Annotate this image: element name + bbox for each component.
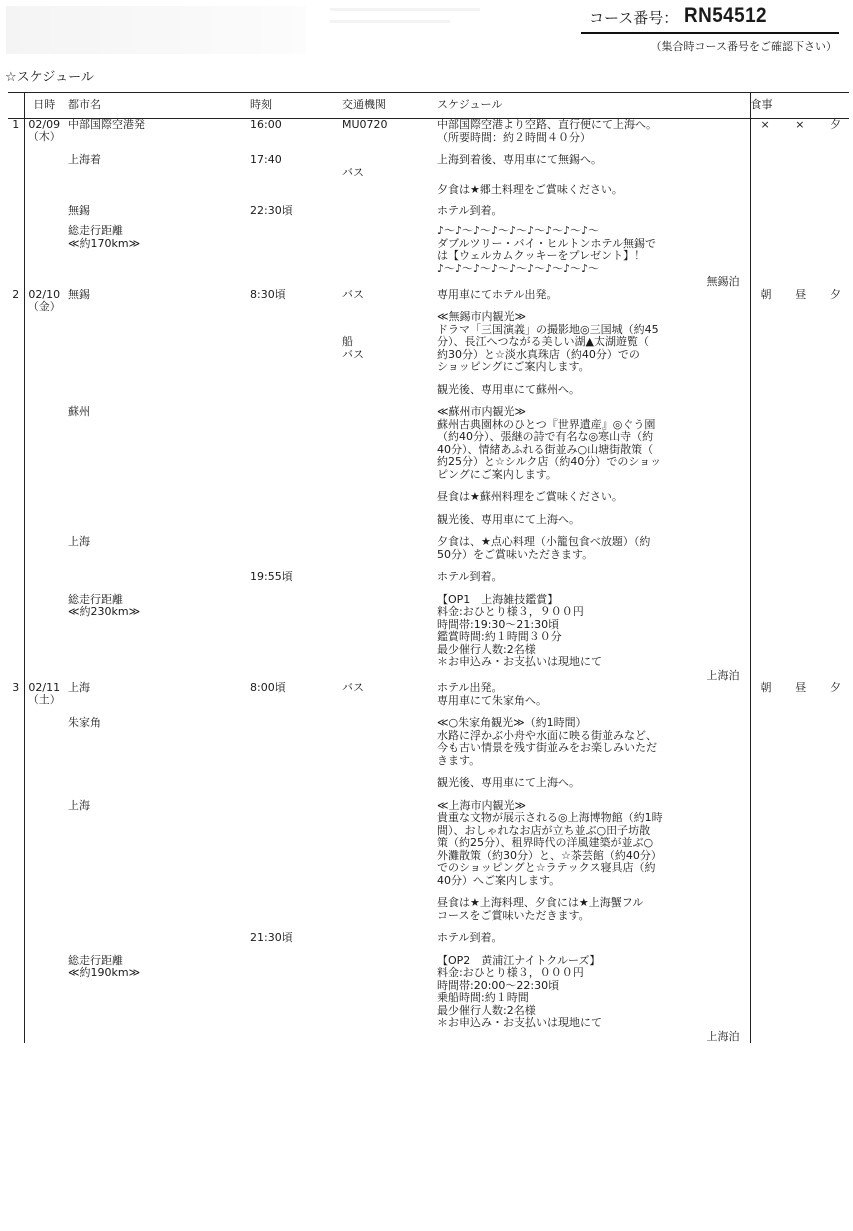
meal-marks [751,289,850,302]
city-entry: 上海 [68,535,90,548]
faded-mark [330,8,480,11]
weekday-value: （金） [27,299,61,313]
meals-column [750,682,849,1043]
schedule-entry: 【OP1 上海雑技鑑賞】 料金:おひとり様３，９００円 時間帯:19:30～21:30頃 鑑賞時間:約１時間３０分 最少催行人数:2名様 ＊お申込み・お支払いは現地にて [437,592,602,668]
dinner-mark: 夕 [830,287,841,301]
schedule-entry: 観光後、専用車にて上海へ。 [437,776,580,789]
schedule-body [8,119,849,1044]
city-entry [68,514,246,527]
time-entry [250,311,338,374]
city-entry [68,932,246,945]
course-number-code: RN54512 [684,4,768,27]
schedule-entry: ホテル到着。 [437,570,503,583]
date-value: 02/11 [28,681,61,694]
time-entry [250,384,338,397]
city-entry [68,184,246,197]
city-entry: 中部国際空港発 [68,118,145,131]
time-entry [250,897,338,922]
time-entry [250,184,338,197]
transport-entry: バス [342,165,364,179]
city-entry: 無錫 [68,287,90,301]
header-time: 時刻 [246,93,338,119]
header-city: 都市名 [64,93,246,119]
breakfast-mark: 朝 [760,287,772,301]
city-entry: 上海 [68,681,90,694]
city-column [64,682,246,1043]
transport-column [338,682,433,1043]
dinner-mark: 夕 [830,681,841,694]
schedule-entry: 昼食は★上海料理、夕食には★上海蟹フル コースをご賞味いただきます。 [437,896,644,922]
day-number: 3 [8,682,24,1043]
overnight-stay: 上海泊 [706,1029,740,1043]
transport-entry [342,800,433,888]
meal-marks [751,119,850,132]
schedule-entry: ≪上海市内観光≫ 貴重な文物が展示される◎上海博物館（約1時 間）、おしゃれなお店が立ち並ぶ○田子坊散 策（約25分）、租界時代の洋風建築が並ぶ○ 外灘散策（約30分）と、☆茶芸館（約40分） でのショッピングと☆ラテックス寝具店（約 40分）へご案内します。 [437,798,663,887]
transport-entry [342,777,433,790]
transport-entry [342,384,433,397]
transport-entry [342,932,433,945]
schedule-column [433,289,750,683]
city-column [64,289,246,683]
header-day-number [8,93,24,119]
transport-entry [342,514,433,527]
city-entry: 総走行距離 ≪約170km≫ [68,224,141,250]
transport-entry [342,717,433,767]
transport-entry [342,491,433,504]
transport-entry: 船 バス [342,335,364,361]
city-entry: 上海 [68,798,90,812]
city-column [64,119,246,289]
course-number-box [581,2,839,34]
city-entry: 蘇州 [68,405,90,418]
faded-header-area [6,6,306,54]
time-entry: 19:55頃 [250,570,293,583]
weekday-value: （木） [27,130,61,143]
schedule-day-row [8,119,849,289]
weekday-value: （土） [27,693,61,706]
time-entry: 8:00頃 [250,681,286,694]
time-column [246,682,338,1043]
faded-mark [330,20,450,23]
meals-column [750,289,849,683]
city-entry: 総走行距離 ≪約190km≫ [68,953,141,979]
day-date [24,119,64,289]
time-entry: 17:40 [250,153,282,166]
time-entry: 22:30頃 [250,203,293,217]
date-value: 02/10 [28,287,61,301]
transport-entry: MU0720 [342,118,388,131]
schedule-entry: ♪～♪～♪～♪～♪～♪～♪～♪～♪～ ダブルツリー・バイ・ヒルトンホテル無錫で は【ウェルカムクッキーをプレゼント】！ ♪～♪～♪～♪～♪～♪～♪～♪～♪～ [437,224,657,275]
city-entry: 上海着 [68,153,101,166]
city-entry [68,897,246,922]
schedule-entry: 専用車にてホテル出発。 [437,287,558,301]
schedule-column [433,119,750,289]
lunch-mark: × [795,118,805,131]
header-date: 日時 [24,93,64,119]
time-entry: 16:00 [250,118,282,131]
city-entry: 総走行距離 ≪約230km≫ [68,592,141,618]
schedule-entry: ホテル出発。 専用車にて朱家角へ。 [437,681,547,707]
meals-column [750,119,849,289]
schedule-entry: 夕食は、★点心料理（小籠包食べ放題）（約 50分）をご賞味いただきます。 [437,535,651,561]
time-entry: 8:30頃 [250,287,286,301]
city-entry [68,571,246,584]
course-number-label: コース番号： [589,9,679,27]
transport-column [338,119,433,289]
time-entry [250,777,338,790]
course-number-note: （集合時コース番号をご確認下さい） [650,40,837,53]
schedule-entry: 中部国際空港より空路、直行便にて上海へ。 （所要時間：約２時間４０分） [437,118,657,144]
city-entry [68,311,246,374]
schedule-table [8,92,849,1043]
schedule-entry: 【OP2 黄浦江ナイトクルーズ】 料金:おひとり様３，０００円 時間帯:20:00～22:30頃 乗船時間:約１時間 最少催行人数:2名様 ＊お申込み・お支払いは現地にて [437,953,602,1029]
transport-entry: バス [342,681,364,694]
transport-entry [342,594,433,669]
schedule-day-row [8,289,849,683]
schedule-entry: 観光後、専用車にて上海へ。 [437,512,580,526]
transport-entry [342,536,433,561]
schedule-day-row [8,682,849,1043]
day-number: 2 [8,289,24,683]
time-entry [250,491,338,504]
day-date [24,682,64,1043]
time-entry [250,514,338,527]
header-transport: 交通機関 [338,93,433,119]
time-column [246,289,338,683]
section-title: ☆スケジュール [5,70,94,85]
city-entry: 無錫 [68,203,90,217]
lunch-mark: 昼 [795,287,807,301]
time-column [246,119,338,289]
transport-entry [342,955,433,1030]
time-entry [250,536,338,561]
schedule-entry: 観光後、専用車にて蘇州へ。 [437,382,580,396]
time-entry [250,955,338,1030]
transport-entry: バス [342,287,364,301]
time-entry: 21:30頃 [250,931,293,944]
city-entry [68,491,246,504]
schedule-entry: ホテル到着。 [437,931,503,944]
day-date [24,289,64,683]
city-entry [68,384,246,397]
time-entry [250,717,338,767]
transport-entry [342,897,433,922]
transport-column [338,289,433,683]
transport-entry [342,205,433,218]
time-entry [250,225,338,275]
lunch-mark: 昼 [795,681,807,694]
transport-entry [342,184,433,197]
dinner-mark: 夕 [830,118,841,131]
transport-entry [342,225,433,275]
breakfast-mark: × [760,118,770,131]
schedule-entry: 上海到着後、専用車にて無錫へ。 [437,153,602,166]
overnight-stay: 上海泊 [706,668,740,682]
meal-marks [751,682,850,695]
time-entry [250,594,338,669]
transport-entry [342,406,433,481]
schedule-entry: ≪○朱家角観光≫（約1時間） 水路に浮かぶ小舟や水面に映る街並みなど、 今も古い情景を残す街並みをお楽しみいただ きます。 [437,716,657,767]
schedule-entry: 昼食は★蘇州料理をご賞味ください。 [437,490,623,503]
time-entry [250,800,338,888]
city-entry: 朱家角 [68,716,101,729]
schedule-entry: ≪蘇州市内観光≫ 蘇州古典園林のひとつ『世界遺産』◎ぐう園 （約40分）、張継の詩で有名な◎寒山寺（約 40分）、情緒あふれる街並み○山塘街散策（ 約25分）と☆シルク店（約40分）でのショッ ピングにご案内します。 [437,405,662,481]
city-entry [68,777,246,790]
transport-entry [342,571,433,584]
header-meals: 食事 [750,93,849,119]
time-entry [250,406,338,481]
header-schedule: スケジュール [433,93,750,119]
breakfast-mark: 朝 [760,681,772,694]
schedule-entry: ホテル到着。 [437,203,503,217]
table-header-row [8,93,849,119]
day-number: 1 [8,119,24,289]
date-value: 02/09 [28,118,61,131]
schedule-column [433,682,750,1043]
schedule-entry: 夕食は★郷土料理をご賞味ください。 [437,183,623,196]
overnight-stay: 無錫泊 [706,275,740,288]
schedule-entry: ≪無錫市内観光≫ ドラマ「三国演義」の撮影地◎三国城（約45 分）、長江へつながる美しい湖▲太湖遊覧（ 約30分）と☆淡水真珠店（約40分）での ショッピングにご案内します。 [437,310,659,373]
